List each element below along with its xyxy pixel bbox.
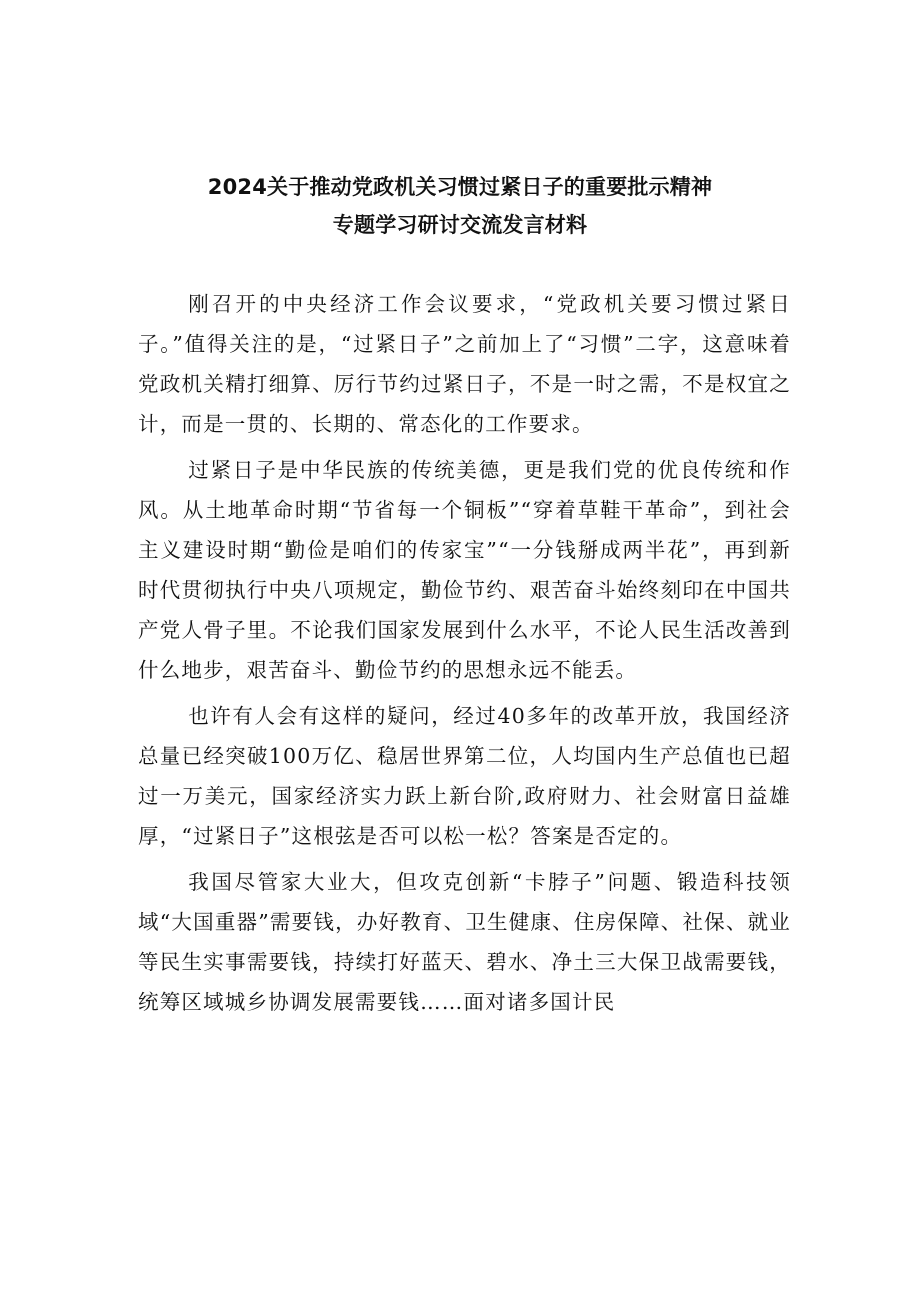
paragraph-4: 我国尽管家大业大，但攻克创新“卡脖子”问题、锻造科技领域“大国重器”需要钱，办好教育、卫生健康、住房保障、社保、就业等民生实事需要钱，持续打好蓝天、碧水、净土三大保卫战需要钱，统筹区域城乡协调发展需要钱……面对诸多国计民 (138, 870, 791, 1014)
paragraph-2: 过紧日子是中华民族的传统美德，更是我们党的优良传统和作风。从土地革命时期“节省每一个铜板”“穿着草鞋干革命”，到社会主义建设时期“勤俭是咱们的传家宝”“一分钱掰成两半花”，再到新时代贯彻执行中央八项规定，勤俭节约、艰苦奋斗始终刻印在中国共产党人骨子里。不论我们国家发展到什么水平，不论人民生活改善到什么地步，艰苦奋斗、勤俭节约的思想永远不能丢。 (138, 458, 791, 682)
title-line-2: 专题学习研讨交流发言材料 (332, 213, 588, 237)
paragraph-1: 刚召开的中央经济工作会议要求，“党政机关要习惯过紧日子。”值得关注的是，“过紧日子”之前加上了“习惯”二字，这意味着党政机关精打细算、厉行节约过紧日子，不是一时之需，不是权宜之计，而是一贯的、长期的、常态化的工作要求。 (138, 292, 791, 436)
document-body (138, 284, 791, 1028)
document-title (0, 168, 920, 244)
paragraph-3: 也许有人会有这样的疑问，经过40多年的改革开放，我国经济总量已经突破100万亿、稳居世界第二位，人均国内生产总值也已超过一万美元，国家经济实力跃上新台阶,政府财力、社会财富日益雄厚，“过紧日子”这根弦是否可以松一松？答案是否定的。 (138, 704, 791, 848)
title-line-1: 2024关于推动党政机关习惯过紧日子的重要批示精神 (207, 175, 713, 199)
